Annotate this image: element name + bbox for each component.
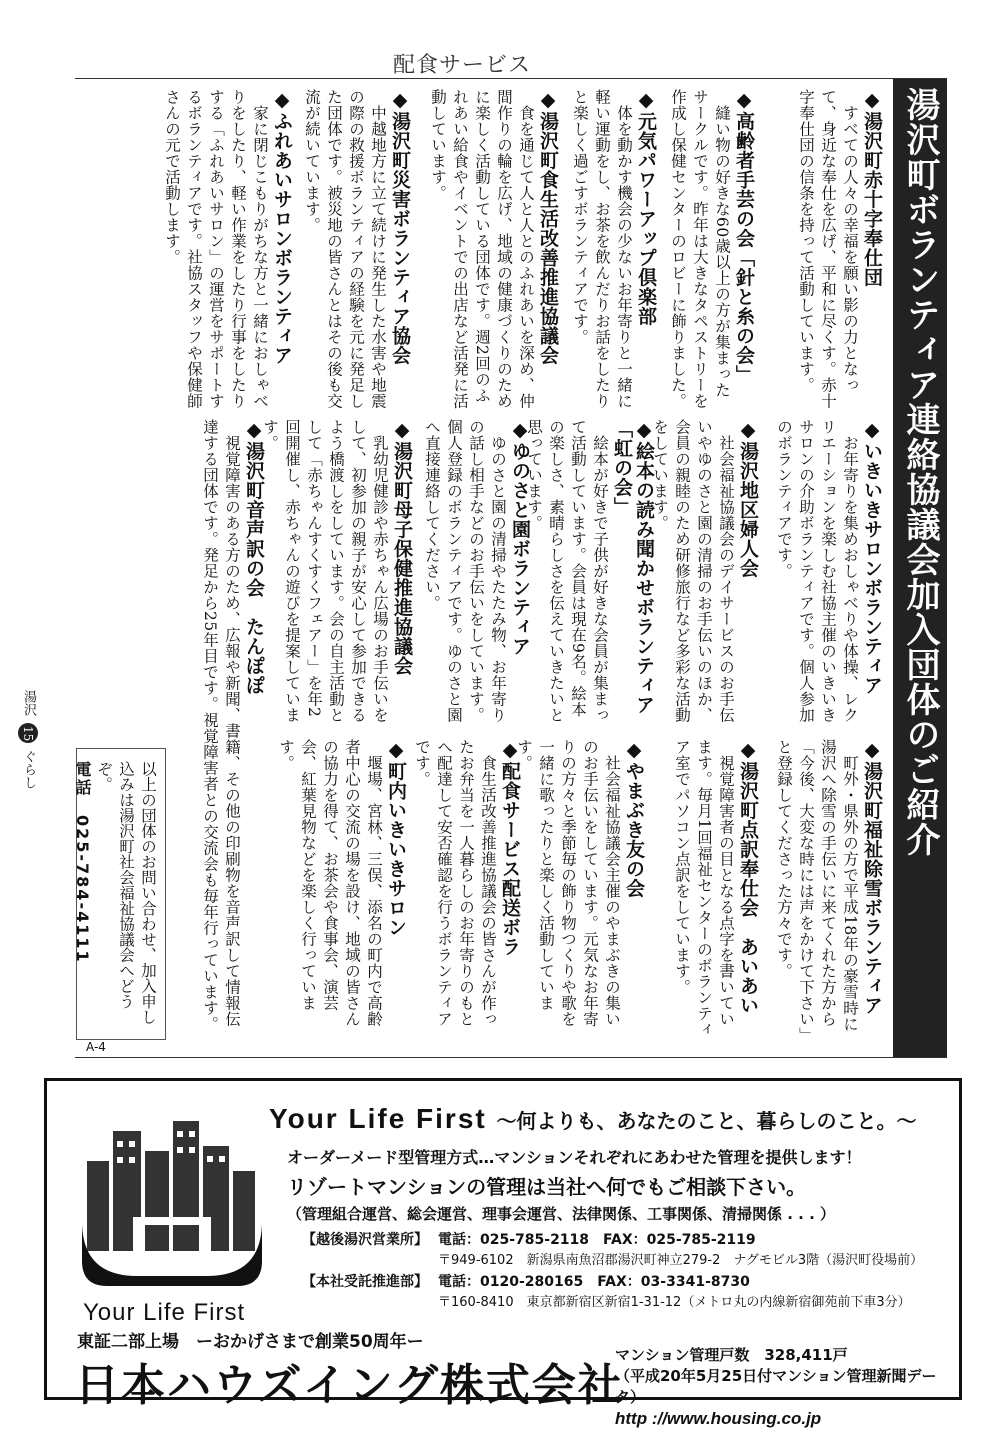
section-body: ゆのさと園の清掃やたたみ物、お年寄りの話し相手などのお手伝いをしています。個人登録のボランティアです。ゆのさと園へ直接連絡してください。 [423, 419, 507, 723]
section-title: ◆ふれあいサロンボランティア [271, 89, 293, 365]
section-title: ◆湯沢町音声訳の会 たんぽぽ [243, 419, 265, 695]
company-name: 日本ハウズイング株式会社 [75, 1360, 624, 1411]
section-block [654, 739, 759, 1039]
section-body: 視覚障害のある方のため、広報や新聞、書籍、その他の印刷物を音声訳して情報伝達する団体です。発足から25年目です。視覚障害者との交流会も毎年行っています。 [201, 419, 241, 1032]
ad-line-2: リゾートマンションの管理は当社へ何でもご相談下さい。 [287, 1175, 807, 1199]
section-body: 絵本が好きで子供が好きな会員が集まって活動しています。会員は現在9名。絵本の楽しさ、素晴らしさを伝えていきたいと思っています。 [525, 419, 609, 723]
section-body: 社会福祉協議会主催のやまぶきの集いのお手伝いをしています。元気なお年寄りの方々と季節毎の飾り物つくりや歌を一緒に歌ったりと楽しく活動しています。 [515, 739, 621, 1027]
section-block [567, 89, 657, 409]
section-body: 食生活改善推進協議会の皆さんが作ったお弁当を一人暮らしのお年寄りのもとへ配達して安否確認を行うボランティアです。 [413, 739, 497, 1027]
section-body: 食を通じて人と人とのふれあいを深め、仲間作りの輪を広げ、地域の健康づくりのために楽しく活動している団体です。週2回のふれあい給食やイベントでの出店など活発に活動しています。 [429, 89, 535, 409]
page-marker [18, 690, 38, 789]
article-columns [83, 89, 883, 1047]
article-frame [75, 78, 947, 1058]
office-2: 【本社受託推進部】 電話：0120-280165 FAX：03-3341-8730 〒160-8410 東京都新宿区新宿1-31-12（メトロ丸の内線新宿御苑前下車3分） [302, 1274, 911, 1310]
section-block [763, 89, 883, 409]
listing-line: 東証二部上場 ーおかげさまで創業50周年ー [77, 1332, 424, 1352]
section-title: ◆湯沢町災害ボランティア協会 [389, 89, 411, 365]
section-body: 町外・県外の方で平成18年の豪雪時に湯沢へ除雪の手伝いに来てくれた方から「今後、大変な時には声をかけて下さい」と登録してくださった方々です。 [775, 739, 859, 1036]
building-logo-icon [77, 1101, 267, 1291]
section-block [153, 89, 293, 409]
ad-line-1: オーダーメード型管理方式…マンションそれぞれにあわせた管理を提供します！ [287, 1148, 862, 1167]
section-block [651, 419, 759, 729]
section-title: ◆湯沢町点訳奉仕会 あいあい [737, 739, 759, 1015]
section-body: すべての人々の幸福を願い影の力となって、身近な奉仕を広げ、平和に尽くす。赤十字奉仕団の信条を持って活動しています。 [797, 89, 859, 409]
section-body: 視覚障害者の目となる点字を書いています。毎月1回福祉センターのボランティア室でパソコン点訳をしています。 [673, 739, 735, 1038]
contact-text [71, 761, 159, 1039]
page-number: 15 [18, 723, 38, 743]
section-body: 中越地方に立て続けに発生した水害や地震の際の救援ボランティアの経験を元に発足した団体です。被災地の皆さんとはその後も交流が続いています。 [303, 89, 387, 409]
section-title: ◆湯沢町福祉除雪ボランティア [861, 739, 883, 1015]
page-title: 湯沢町ボランティア連絡協議会加入団体のご紹介 [900, 87, 940, 857]
page-code: A-4 [86, 1040, 106, 1054]
section-body: 社会福祉協議会のデイサービスのお手伝いやゆのさと園の清掃のお手伝いのほか、会員の親睦のため研修旅行など多彩な活動をしています。 [651, 419, 735, 723]
section-block [419, 89, 559, 409]
section-title: ◆ゆのさと園ボランティア [509, 419, 531, 656]
handwritten-note: 配食サービス [393, 53, 532, 78]
section-title: ◆高齢者手芸の会「針と糸の会」 [733, 89, 755, 385]
section-title: ◆いきいきサロンボランティア [861, 419, 883, 695]
section-block [413, 739, 521, 1039]
section-title: ◆町内いきいきサロン [385, 739, 407, 937]
section-body: 乳幼児健診や赤ちゃん広場のお手伝いをして、初参加の親子が安心して参加できるよう橋渡しをしています。会の自主活動として「赤ちゃんすくすくフェアー」を年2回開催し、赤ちゃんの遊びを提案しています。 [261, 419, 389, 723]
section-block [421, 419, 531, 729]
section-body: 縫い物の好きな60歳以上の方が集まったサークルです。昨年は大きなタペストリーを作成し保健センターのロビーに飾りました。 [669, 89, 731, 409]
section-block [261, 419, 413, 729]
section-body: 堰場、宮林、三俣、添名の町内で高齢者中心の交流の場を設け、地域の皆さんの協力を得て、お茶会や食事会、演芸会、紅葉見物などを楽しく行っています。 [277, 739, 383, 1027]
section-title: ◆湯沢町母子保健推進協議会 [391, 419, 413, 676]
section-body: 体を動かす機会の少ないお年寄りと一緒に軽い運動をし、お茶を飲んだりお話をしたりと楽しく過ごすボランティアです。 [571, 89, 633, 409]
section-title: ◆やまぶき友の会 [623, 739, 645, 898]
section-title: ◆絵本の読み聞かせボランティア「虹の会」 [611, 419, 655, 715]
section-block [768, 739, 883, 1039]
section-block [277, 739, 407, 1039]
section-title: ◆元気パワーアップ倶楽部 [635, 89, 657, 326]
section-title: ◆湯沢町赤十字奉仕団 [861, 89, 883, 287]
section-block [301, 89, 411, 409]
units-info: マンション管理戸数 328,411戸 （平成20年5月25日付マンション管理新聞データ） http ://www.housing.co.jp [615, 1346, 937, 1428]
section-title: ◆湯沢地区婦人会 [737, 419, 759, 578]
section-body: 家に閉じこもりがちな方と一緒におしゃべりをしたり、軽い作業をしたり行事をしたりする「ふれあいサロン」の運営をサポートするボランティアです。社協スタッフや保健師さんの元で活動します。 [163, 89, 269, 409]
company-url[interactable]: http ://www.housing.co.jp [615, 1409, 822, 1428]
advertisement [44, 1078, 962, 1428]
ad-tagline: Your Life First ～何よりも、あなたのこと、暮らしのこと。～ [269, 1103, 917, 1134]
title-bar [893, 79, 947, 1057]
section-block [665, 89, 755, 409]
ad-line-3: （管理組合運営、総会運営、理事会運営、法律関係、工事関係、清掃関係 . . . ） [287, 1205, 835, 1223]
section-title: ◆配食サービス配送ボラ [499, 739, 521, 957]
contact-message: 以上の団体のお問い合わせ、加入申し込みは湯沢町社会福祉協議会へどうぞ。 [95, 761, 157, 1025]
contact-box [73, 748, 166, 1040]
section-block [525, 419, 655, 729]
section-title: ◆湯沢町食生活改善推進協議会 [537, 89, 559, 365]
section-body: お年寄りを集めおしゃべりや体操、レクリエーションを楽しむ社協主催のいきいきサロンの介助ボランティアです。個人参加のボランティアです。 [775, 419, 859, 723]
logo-text: Your Life First [83, 1299, 246, 1326]
page-marker-top: 湯沢 [21, 690, 36, 716]
page-marker-bottom: ぐらし [21, 750, 36, 790]
section-block [515, 739, 645, 1039]
section-block [768, 419, 883, 729]
office-1: 【越後湯沢営業所】 電話：025-785-2118 FAX：025-785-2119 〒949-6102 新潟県南魚沼郡湯沢町神立279-2 ナグモビル3階（湯沢町役場前） [302, 1232, 924, 1268]
contact-phone: 電話 025-784-4111 [73, 761, 92, 964]
